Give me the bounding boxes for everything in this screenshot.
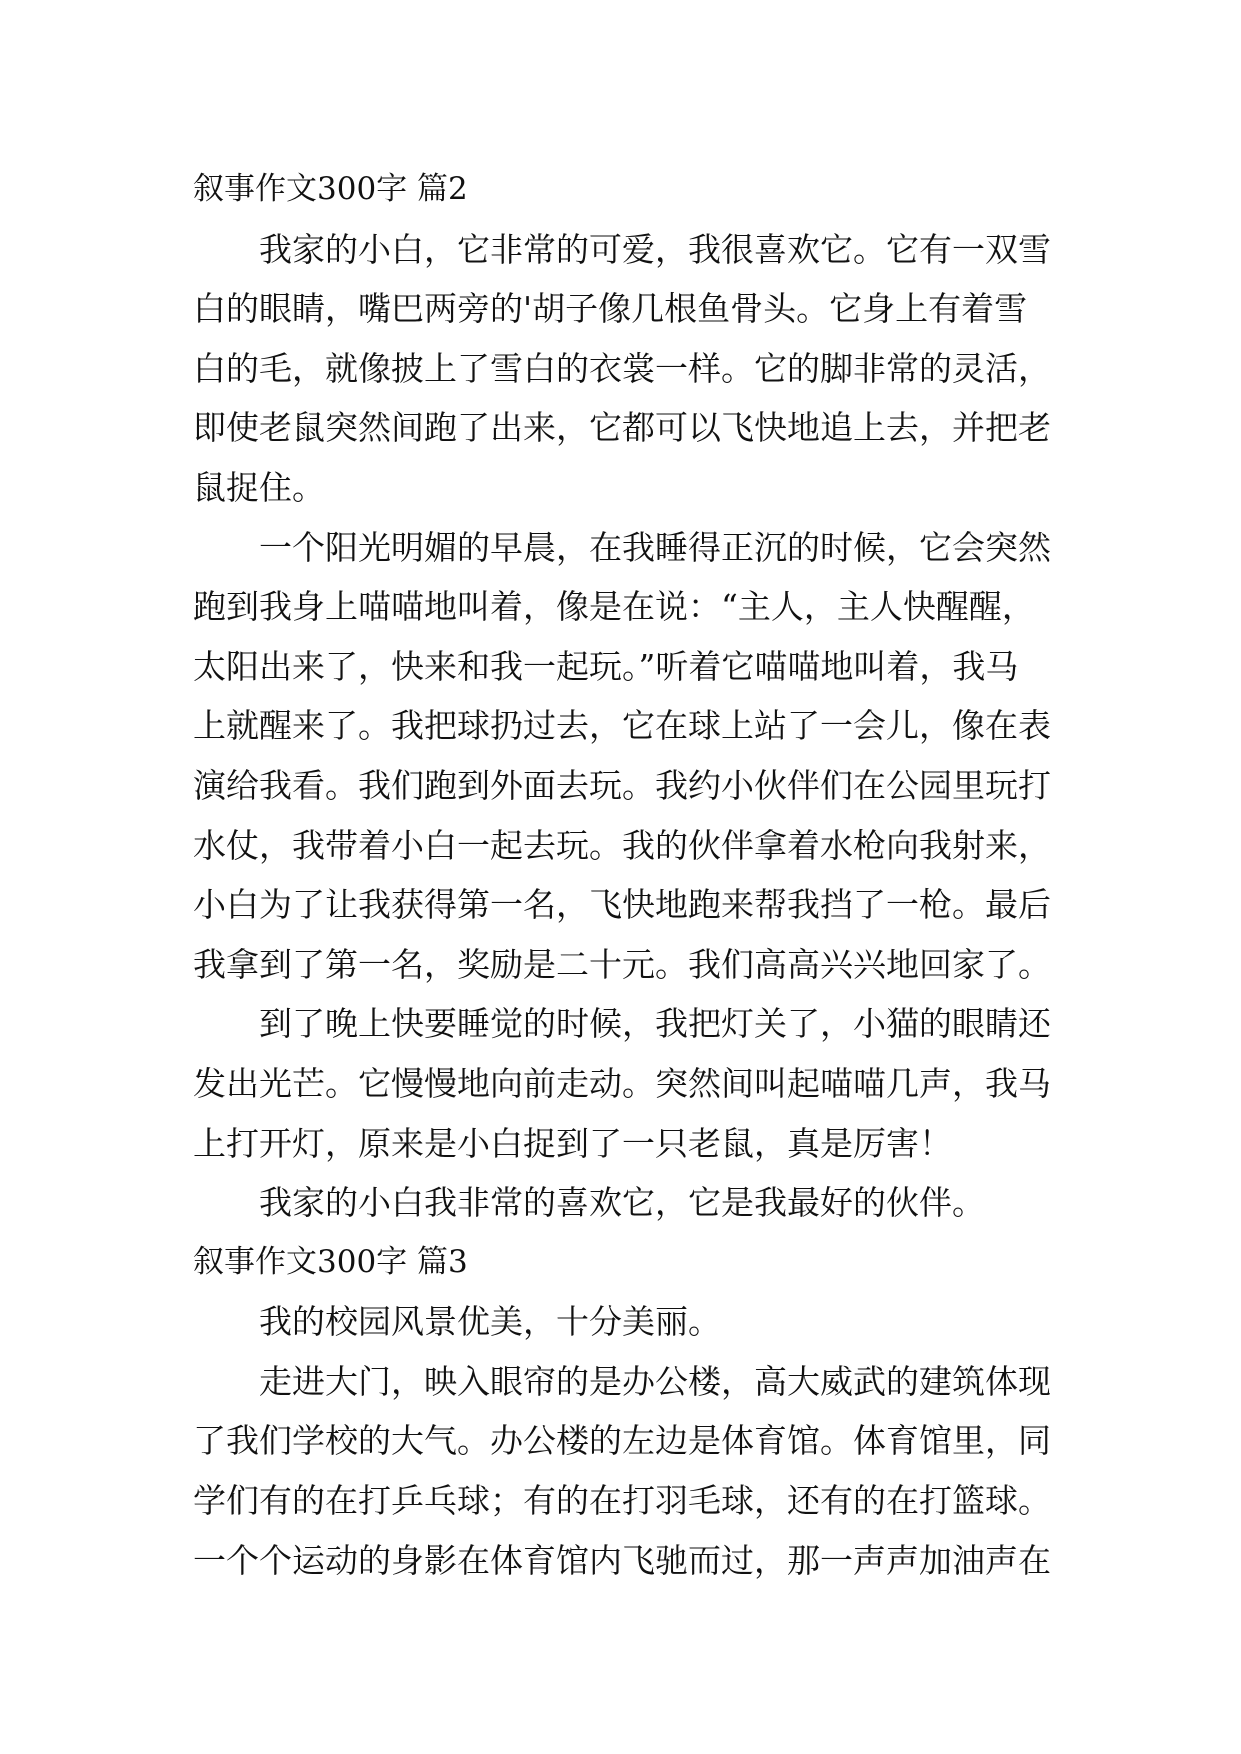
paragraph-line: 鼠捉住。 <box>193 467 325 507</box>
paragraph-line: 我的校园风景优美，十分美丽。 <box>259 1302 721 1342</box>
paragraph-line: 太阳出来了，快来和我一起玩。”听着它喵喵地叫着，我马 <box>193 646 1019 686</box>
paragraph-line: 我拿到了第一名，奖励是二十元。我们高高兴兴地回家了。 <box>193 944 1051 984</box>
paragraph-line: 跑到我身上喵喵地叫着，像是在说：“主人，主人快醒醒， <box>193 587 1035 627</box>
paragraph-line: 学们有的在打乒乓球；有的在打羽毛球，还有的在打篮球。 <box>193 1481 1051 1521</box>
document-body <box>193 160 1073 1590</box>
paragraph-line: 小白为了让我获得第一名，飞快地跑来帮我挡了一枪。最后 <box>193 885 1051 925</box>
paragraph-line: 一个阳光明媚的早晨，在我睡得正沉的时候，它会突然 <box>259 527 1051 567</box>
paragraph-line: 即使老鼠突然间跑了出来，它都可以飞快地追上去，并把老 <box>193 408 1051 448</box>
section-heading-2: 叙事作文300字 篇2 <box>193 171 468 207</box>
paragraph-line: 我家的小白，它非常的可爱，我很喜欢它。它有一双雪 <box>259 229 1051 269</box>
paragraph-line: 了我们学校的大气。办公楼的左边是体育馆。体育馆里，同 <box>193 1421 1051 1461</box>
paragraph-line: 白的眼睛，嘴巴两旁的'胡子像几根鱼骨头。它身上有着雪 <box>193 289 1028 329</box>
paragraph-line: 白的毛，就像披上了雪白的衣裳一样。它的脚非常的灵活， <box>193 348 1051 388</box>
paragraph-line: 我家的小白我非常的喜欢它，它是我最好的伙伴。 <box>259 1183 985 1223</box>
section-heading-3: 叙事作文300字 篇3 <box>193 1243 468 1280</box>
paragraph-line: 一个个运动的身影在体育馆内飞驰而过，那一声声加油声在 <box>193 1540 1051 1580</box>
paragraph-line: 上就醒来了。我把球扔过去，它在球上站了一会儿，像在表 <box>193 706 1051 746</box>
paragraph-line: 演给我看。我们跑到外面去玩。我约小伙伴们在公园里玩打 <box>193 765 1051 805</box>
paragraph-line: 走进大门，映入眼帘的是办公楼，高大威武的建筑体现 <box>259 1361 1051 1401</box>
paragraph-line: 上打开灯，原来是小白捉到了一只老鼠，真是厉害！ <box>193 1123 952 1163</box>
paragraph-line: 水仗，我带着小白一起去玩。我的伙伴拿着水枪向我射来， <box>193 825 1051 865</box>
paragraph-line: 发出光芒。它慢慢地向前走动。突然间叫起喵喵几声，我马 <box>193 1063 1051 1103</box>
paragraph-line: 到了晚上快要睡觉的时候，我把灯关了，小猫的眼睛还 <box>259 1004 1051 1044</box>
